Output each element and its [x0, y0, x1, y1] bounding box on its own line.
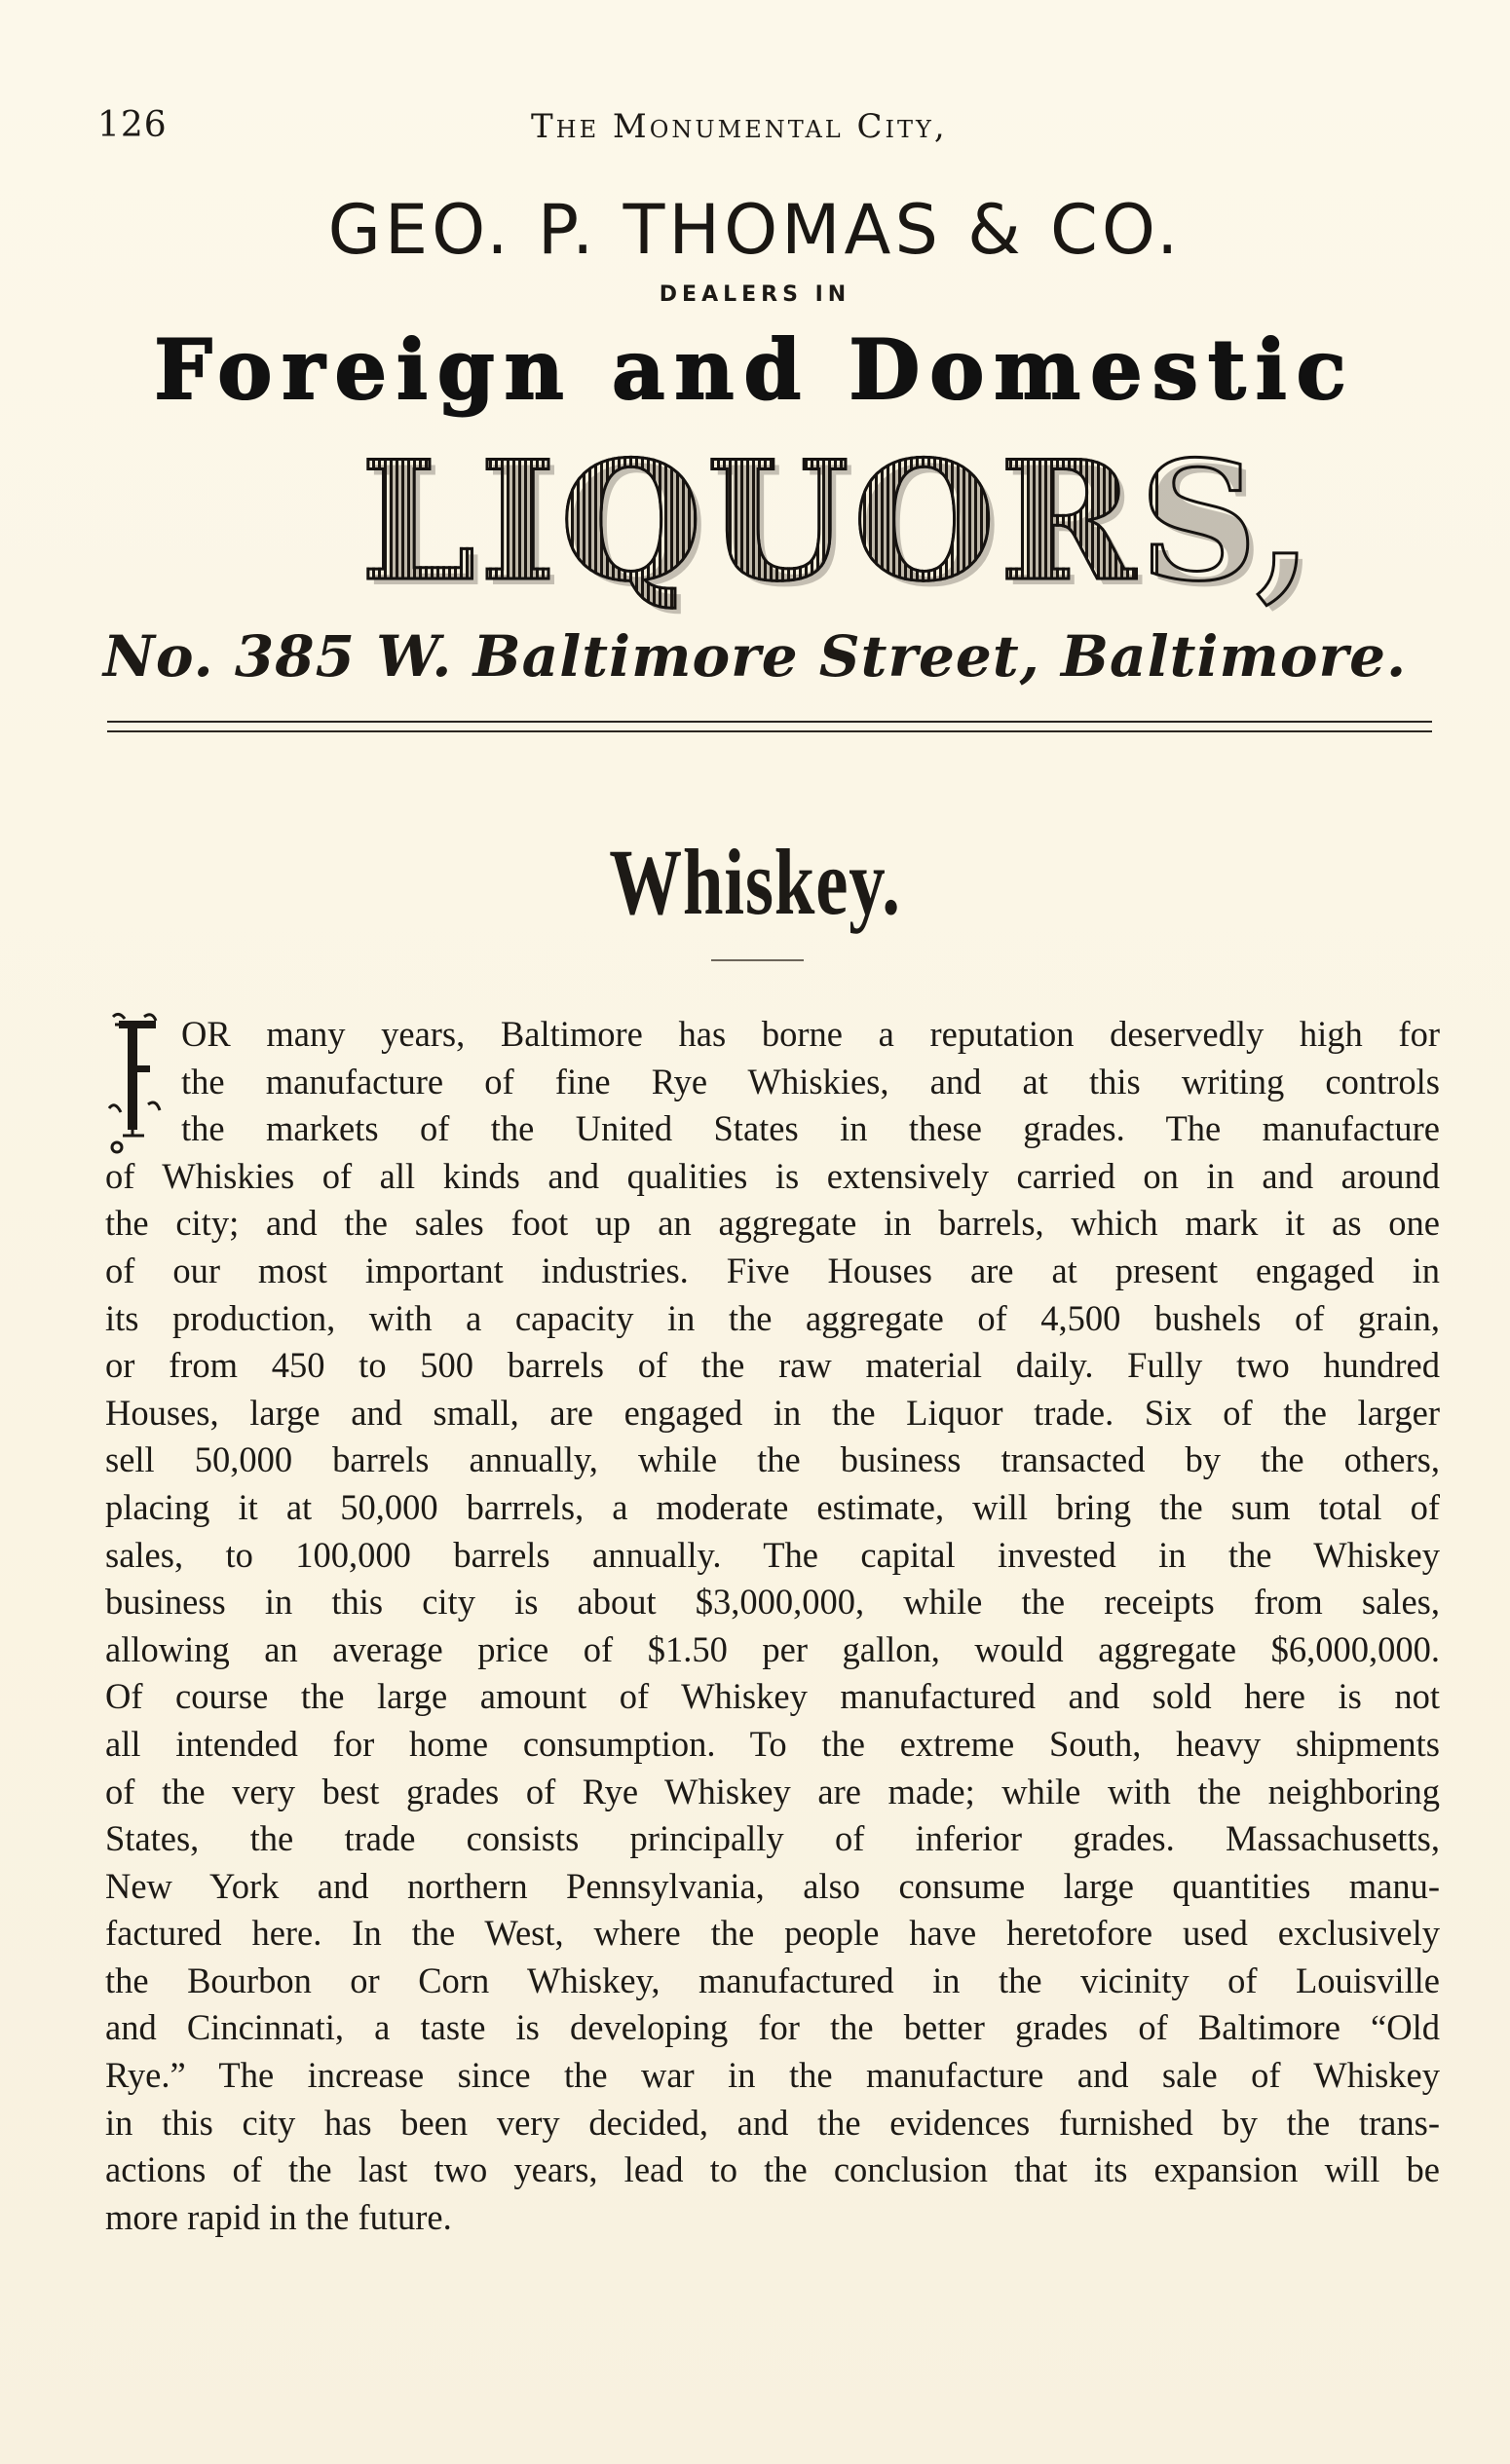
body-line: allowing an average price of $1.50 per gallon, would aggregate $6,000,000.: [105, 1628, 1440, 1669]
body-line: the city; and the sales foot up an aggregate in barrels, which mark it as one: [105, 1203, 1440, 1244]
body-line: of the very best grades of Rye Whiskey are made; while with the neighboring: [105, 1771, 1440, 1811]
body-line: Rye.” The increase since the war in the manufacture and sale of Whiskey: [105, 2055, 1440, 2096]
ad-firm-name: GEO. P. THOMAS & CO.: [327, 190, 1183, 270]
body-line: more rapid in the future.: [105, 2196, 452, 2237]
body-line: in this city has been very decided, and the evidences furnished by the trans-: [105, 2102, 1440, 2143]
ad-dealers-in: DEALERS IN: [659, 282, 851, 307]
ad-liquors-banner: [360, 425, 1317, 623]
body-line: Houses, large and small, are engaged in the Liquor trade. Six of the larger: [105, 1392, 1440, 1433]
body-line: New York and northern Pennsylvania, also consume large quantities manu-: [105, 1865, 1440, 1906]
page-number: 126: [97, 105, 168, 145]
body-line: the markets of the United States in these grades. The manufacture: [181, 1108, 1440, 1149]
article-body: [105, 1011, 1440, 2241]
article-title: Whiskey.: [609, 830, 901, 934]
body-line: sell 50,000 barrels annually, while the business transacted by the others,: [105, 1439, 1440, 1480]
body-line: factured here. In the West, where the people have heretofore used exclusively: [105, 1913, 1440, 1954]
ornamental-dropcap-f-icon: [105, 1011, 164, 1157]
body-line: of Whiskies of all kinds and qualities is extensively carried on in and around: [105, 1155, 1440, 1196]
body-line: all intended for home consumption. To the extreme South, heavy shipments: [105, 1723, 1440, 1764]
running-title: The Monumental City,: [531, 107, 948, 146]
title-dash: [711, 959, 804, 961]
divider-rule-bottom: [107, 730, 1432, 732]
body-line: and Cincinnati, a taste is developing for the better grades of Baltimore “Old: [105, 2007, 1440, 2048]
ad-liquors-word: LIQUORS,: [360, 438, 1159, 623]
running-header: [97, 105, 1432, 154]
body-line: of our most important industries. Five Houses are at present engaged in: [105, 1250, 1440, 1290]
body-line: actions of the last two years, lead to the conclusion that its expansion will be: [105, 2149, 1440, 2190]
body-line: the manufacture of fine Rye Whiskies, and at this writing controls: [181, 1061, 1440, 1101]
body-line: Of course the large amount of Whiskey manufactured and sold here is not: [105, 1676, 1440, 1717]
body-line: sales, to 100,000 barrels annually. The capital invested in the Whiskey: [105, 1534, 1440, 1575]
body-line: States, the trade consists principally of inferior grades. Massachusetts,: [105, 1818, 1440, 1859]
body-line: placing it at 50,000 barrrels, a moderate estimate, will bring the sum total of: [105, 1486, 1440, 1527]
body-line: the Bourbon or Corn Whiskey, manufactured in the vicinity of Louisville: [105, 1960, 1440, 2000]
body-line: its production, with a capacity in the aggregate of 4,500 bushels of grain,: [105, 1297, 1440, 1338]
body-line: OR many years, Baltimore has borne a reputation deservedly high for: [181, 1014, 1440, 1054]
body-line: or from 450 to 500 barrels of the raw material daily. Fully two hundred: [105, 1345, 1440, 1386]
body-line: business in this city is about $3,000,000, while the receipts from sales,: [105, 1582, 1440, 1623]
ad-address: No. 385 W. Baltimore Street, Baltimore.: [102, 623, 1408, 690]
ad-goods-line: Foreign and Domestic: [154, 321, 1356, 418]
divider-rule-top: [107, 721, 1432, 723]
